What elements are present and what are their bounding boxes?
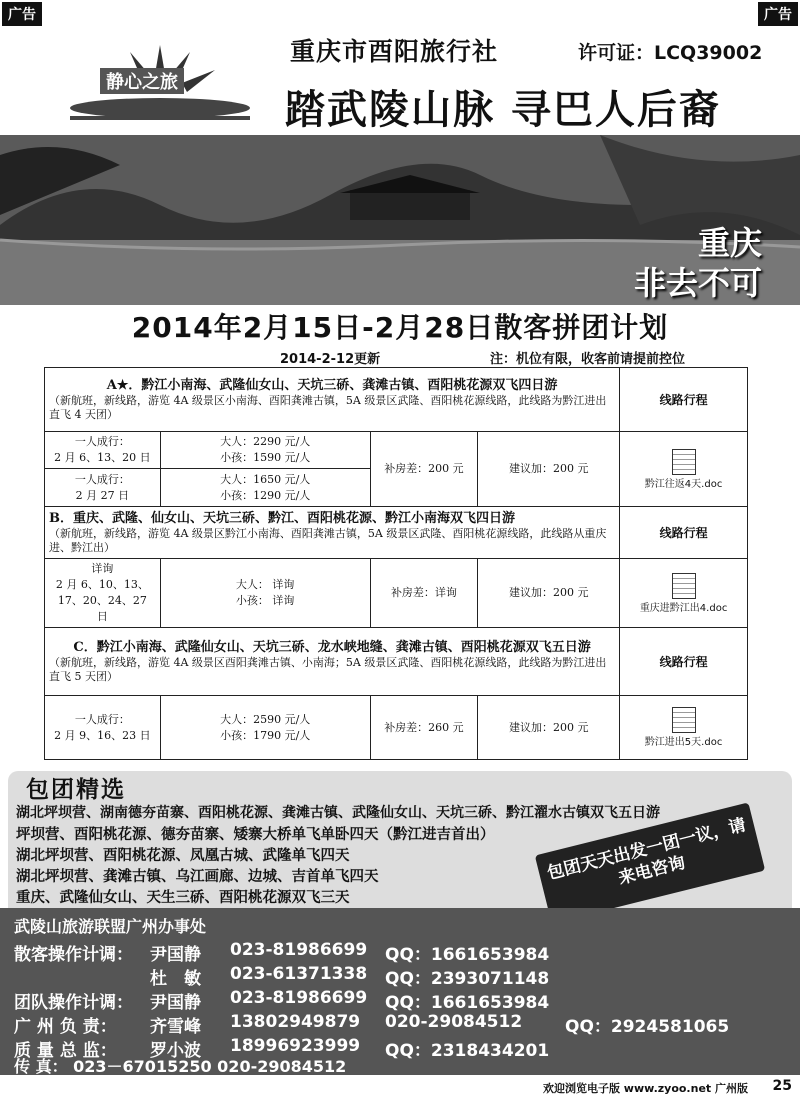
doc-file-icon <box>672 449 696 475</box>
route-table <box>44 367 748 760</box>
logo-text: 静心之旅 <box>100 68 184 94</box>
route-b-suggest: 建议加：200 元 <box>478 559 620 628</box>
route-a-room-diff: 补房差：200 元 <box>370 432 478 507</box>
route-a-dates-2: 一人成行： 2 月 27 日 <box>45 469 161 507</box>
route-b-doc-label: 重庆进黔江出4.doc <box>639 602 728 614</box>
route-a-itinerary-link[interactable]: 线路行程 <box>620 368 748 432</box>
route-c-suggest: 建议加：200 元 <box>478 696 620 760</box>
ad-tag-right: 广告 <box>758 2 798 26</box>
banner-line-2: 非去不可 <box>633 264 762 302</box>
banner-line-1: 重庆 <box>697 224 762 262</box>
route-a-doc-attachment[interactable] <box>620 432 748 507</box>
route-a-adult-price-1: 大人：2290 元/人 <box>220 435 311 448</box>
table-row <box>45 559 748 628</box>
contact-name-3: 尹国静 <box>150 993 201 1013</box>
route-c-title: C．黔江小南海、武隆仙女山、天坑三硚、龙水峡地缝、龚滩古镇、酉阳桃花源双飞五日游 <box>73 640 591 655</box>
group-tour-badge: 包团天天出发一团一议，请来电咨询 <box>535 802 765 923</box>
ad-tag-left: 广告 <box>2 2 42 26</box>
contact-name-2: 杜 敏 <box>150 969 201 989</box>
contact-qq-1: QQ：1661653984 <box>385 945 550 965</box>
contact-phone-3: 023-81986699 <box>230 988 368 1008</box>
route-a-adult-price-2: 大人：1650 元/人 <box>220 472 311 486</box>
contact-name-4: 齐雪峰 <box>150 1017 201 1037</box>
route-b-adult-price: 大人： 详询 <box>235 578 295 591</box>
page-number: 25 <box>772 1078 792 1094</box>
contact-qq-4: QQ：2924581065 <box>565 1017 730 1037</box>
package-line-1: 湖北坪坝营、湖南德夯苗寨、酉阳桃花源、龚滩古镇、武隆仙女山、天坑三硚、黔江濯水古镇双飞五日游 <box>16 805 660 821</box>
route-c-dates: 一人成行： 2 月 9、16、23 日 <box>45 696 161 760</box>
package-line-2: 坪坝营、酉阳桃花源、德夯苗寨、矮寨大桥单飞单卧四天（黔江进吉首出） <box>16 827 495 843</box>
seat-notice: 注：机位有限，收客前请提前控位 <box>490 352 686 367</box>
contact-tel-4: 020-29084512 <box>385 1012 523 1032</box>
slogan: 踏武陵山脉 寻巴人后裔 <box>285 86 721 133</box>
package-line-3: 湖北坪坝营、酉阳桃花源、凤凰古城、武隆单飞四天 <box>16 848 350 864</box>
route-a-dates-1: 一人成行： 2 月 6、13、20 日 <box>45 432 161 469</box>
package-title: 包团精选 <box>26 777 126 803</box>
doc-file-icon <box>672 573 696 599</box>
route-b-child-price: 小孩： 详询 <box>235 594 295 607</box>
route-a-suggest: 建议加：200 元 <box>478 432 620 507</box>
contact-role-5: 质 量 总 监： <box>14 1041 117 1061</box>
route-b-desc: （新航班，新线路，游览 4A 级景区黔江小南海、酉阳龚滩古镇，5A 级景区武隆、酉阳桃花源线路，此线路从重庆进、黔江出） <box>49 527 607 554</box>
route-c-adult-price: 大人：2590 元/人 <box>220 712 311 726</box>
route-b-header <box>45 507 748 559</box>
route-c-itinerary-link[interactable]: 线路行程 <box>620 628 748 696</box>
update-date: 2014-2-12更新 <box>280 352 381 367</box>
contact-role-4: 广 州 负 责： <box>14 1017 117 1037</box>
route-b-title: B．重庆、武隆、仙女山、天坑三硚、黔江、酉阳桃花源、黔江小南海双飞四日游 <box>49 511 515 526</box>
route-a-header <box>45 368 748 432</box>
route-c-header <box>45 628 748 696</box>
contact-phone-1: 023-81986699 <box>230 940 368 960</box>
contact-role-3: 团队操作计调： <box>14 993 133 1013</box>
route-a-doc-label: 黔江往返4天.doc <box>644 478 723 490</box>
route-b-itinerary-link[interactable]: 线路行程 <box>620 507 748 559</box>
route-a-desc: （新航班，新线路，游览 4A 级景区小南海、酉阳龚滩古镇，5A 级景区武隆、酉阳桃花源线路，此线路为黔江进出直飞 4 天团） <box>49 394 607 421</box>
contact-qq-2: QQ：2393071148 <box>385 969 550 989</box>
license-number: 许可证：LCQ39002 <box>578 42 763 64</box>
contact-role-1: 散客操作计调： <box>14 945 133 965</box>
plan-title: 2014年2月15日-2月28日散客拼团计划 <box>131 311 669 344</box>
contact-qq-3: QQ：1661653984 <box>385 993 550 1013</box>
route-c-child-price: 小孩：1790 元/人 <box>220 728 311 742</box>
fax-line: 传 真： 023－67015250 020-29084512 <box>14 1057 347 1076</box>
contact-phone-2: 023-61371338 <box>230 964 368 984</box>
route-a-child-price-2: 小孩：1290 元/人 <box>220 488 311 502</box>
table-row <box>45 432 748 469</box>
route-a-title: A★．黔江小南海、武隆仙女山、天坑三硚、龚滩古镇、酉阳桃花源双飞四日游 <box>106 378 558 393</box>
route-c-room-diff: 补房差：260 元 <box>370 696 478 760</box>
contact-name-1: 尹国静 <box>150 945 201 965</box>
agency-name: 重庆市酉阳旅行社 <box>290 37 499 66</box>
office-name: 武陵山旅游联盟广州办事处 <box>14 917 207 936</box>
contact-phone-4: 13802949879 <box>230 1012 361 1032</box>
route-c-doc-label: 黔江进出5天.doc <box>644 737 723 748</box>
contact-name-5: 罗小波 <box>150 1041 201 1061</box>
package-line-4: 湖北坪坝营、龚滩古镇、乌江画廊、边城、吉首单飞四天 <box>16 869 379 885</box>
package-line-5: 重庆、武隆仙女山、天生三硚、酉阳桃花源双飞三天 <box>16 890 350 906</box>
route-b-dates: 详询 2 月 6、10、13、 17、20、24、27 日 <box>45 559 161 628</box>
contact-qq-5: QQ：2318434201 <box>385 1041 550 1061</box>
table-row <box>45 696 748 760</box>
route-c-desc: （新航班，新线路，游览 4A 级景区酉阳龚滩古镇、小南海；5A 级景区武隆、酉阳桃花源线路，此线路为黔江进出直飞 5 天团） <box>49 656 607 683</box>
doc-file-icon <box>672 707 696 733</box>
footer-text: 欢迎浏览电子版 www.zyoo.net 广州版 <box>542 1082 748 1095</box>
route-c-doc-attachment[interactable] <box>620 696 748 760</box>
contact-phone-5: 18996923999 <box>230 1036 361 1056</box>
route-b-doc-attachment[interactable] <box>620 559 748 628</box>
route-a-child-price-1: 小孩：1590 元/人 <box>220 451 311 464</box>
route-b-room-diff: 补房差：详询 <box>370 559 478 628</box>
contact-section <box>0 908 800 1075</box>
